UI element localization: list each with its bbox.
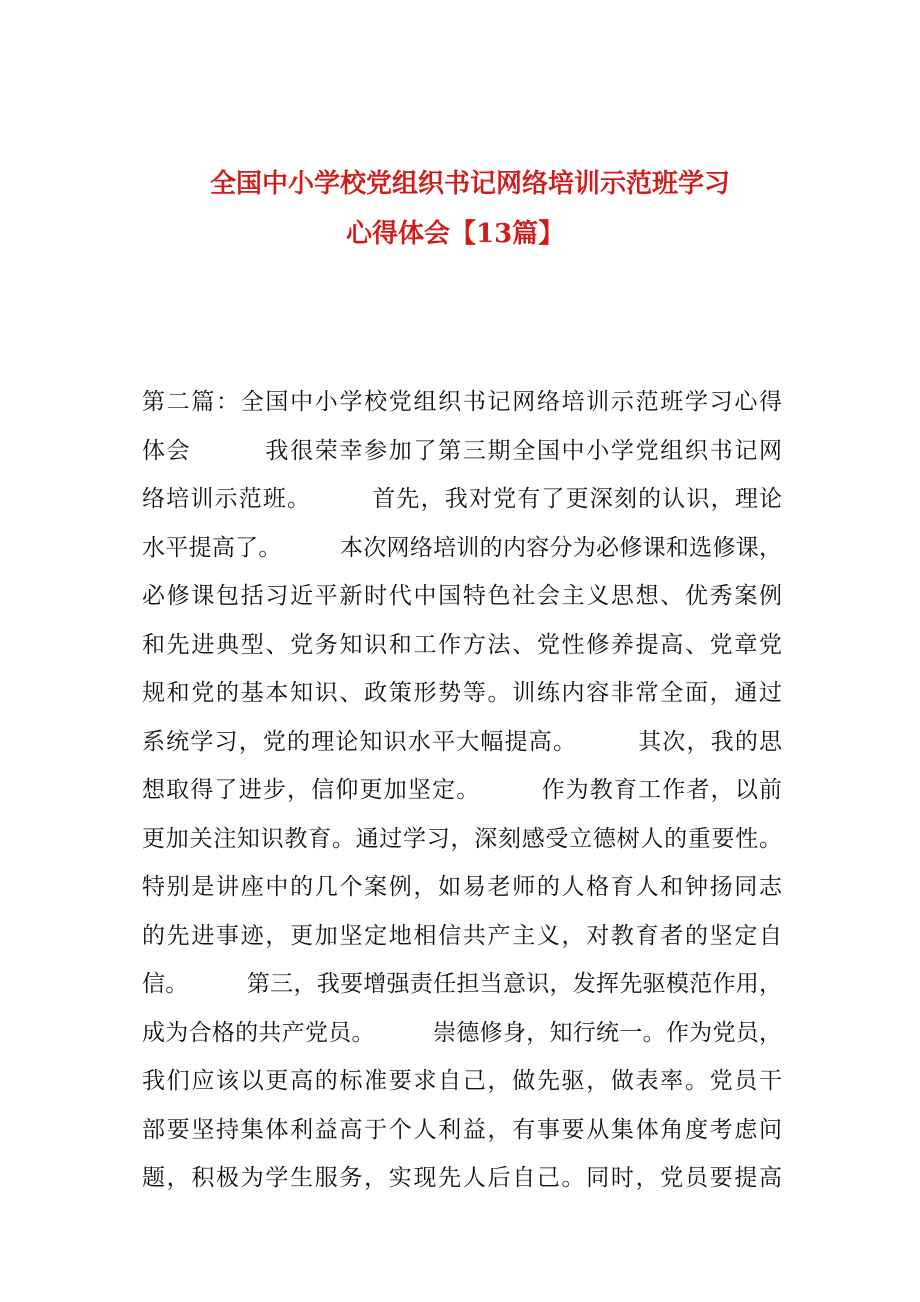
body-line: 信。 第三，我要增强责任担当意识，发挥先驱模范作用， — [142, 971, 782, 997]
document-title-line-2: 心得体会【13篇】 — [346, 219, 565, 249]
body-line: 想取得了进步，信仰更加坚定。 作为教育工作者，以前 — [142, 777, 782, 803]
body-line: 必修课包括习近平新时代中国特色社会主义思想、优秀案例 — [142, 583, 782, 609]
body-line: 系统学习，党的理论知识水平大幅提高。 其次，我的思 — [142, 728, 782, 755]
body-line: 第二篇：全国中小学校党组织书记网络培训示范班学习心得 — [142, 389, 782, 415]
document-title-line-1: 全国中小学校党组织书记网络培训示范班学习 — [210, 169, 731, 199]
body-line: 特别是讲座中的几个案例，如易老师的人格育人和钟扬同志 — [142, 874, 782, 900]
body-line: 体会 我很荣幸参加了第三期全国中小学党组织书记网 — [142, 437, 782, 464]
body-line: 规和党的基本知识、政策形势等。训练内容非常全面，通过 — [142, 680, 782, 706]
body-line: 络培训示范班。 首先，我对党有了更深刻的认识，理论 — [142, 486, 782, 512]
body-line: 水平提高了。 本次网络培训的内容分为必修课和选修课， — [142, 534, 782, 561]
body-line: 和先进典型、党务知识和工作方法、党性修养提高、党章党 — [142, 631, 782, 658]
body-line: 更加关注知识教育。通过学习，深刻感受立德树人的重要性。 — [142, 825, 782, 852]
body-line: 题，积极为学生服务，实现先人后自己。同时，党员要提高 — [142, 1165, 782, 1191]
body-line: 我们应该以更高的标准要求自己，做先驱，做表率。党员干 — [142, 1068, 782, 1094]
article-body — [142, 378, 782, 1203]
body-line: 的先进事迹，更加坚定地相信共产主义，对教育者的坚定自 — [142, 922, 782, 949]
body-line: 部要坚持集体利益高于个人利益，有事要从集体角度考虑问 — [142, 1116, 782, 1143]
body-line: 成为合格的共产党员。 崇德修身，知行统一。作为党员， — [142, 1019, 782, 1046]
